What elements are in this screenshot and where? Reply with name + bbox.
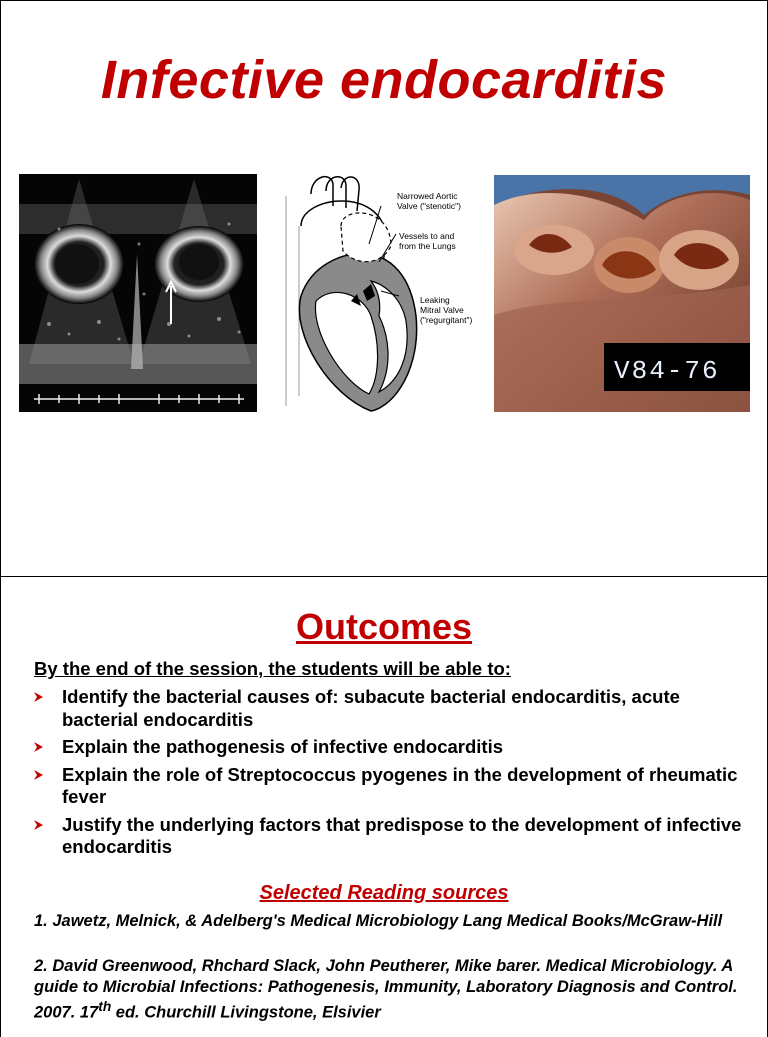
outcomes-list	[34, 686, 746, 864]
label-aortic-line1: Narrowed Aortic	[397, 191, 458, 201]
bullet-text: Explain the role of Streptococcus pyogenes in the development of rheumatic fever	[62, 763, 738, 807]
reference-2-superscript: th	[98, 999, 112, 1014]
reference-2	[34, 956, 746, 1023]
reference-2-text-end: ed. Churchill Livingstone, Elsivier	[111, 1003, 381, 1022]
echocardiogram-image	[19, 174, 257, 412]
label-vessels-line2: from the Lungs	[399, 241, 456, 251]
reading-sources-heading: Selected Reading sources	[259, 882, 509, 904]
heart-valve-diagram	[271, 166, 486, 414]
arrowhead-bullet-icon	[34, 692, 43, 702]
heart-valve-specimen-photo	[494, 175, 750, 412]
list-item	[34, 736, 746, 759]
outcomes-heading: Outcomes	[295, 606, 473, 647]
arrowhead-bullet-icon	[34, 770, 43, 780]
label-mitral-line1: Leaking	[420, 295, 450, 305]
label-aortic-line2: Valve ("stenotic")	[397, 201, 461, 211]
list-item	[34, 764, 746, 809]
label-mitral-line3: ("regurgitant")	[420, 315, 473, 325]
outcomes-intro: By the end of the session, the students will be able to:	[34, 658, 511, 679]
bullet-text: Justify the underlying factors that predispose to the development of infective endocarditis	[62, 813, 742, 857]
bullet-text: Identify the bacterial causes of: subacute bacterial endocarditis, acute bacterial endocarditis	[62, 686, 680, 730]
arrowhead-bullet-icon	[34, 820, 43, 830]
arrowhead-bullet-icon	[34, 742, 43, 752]
slide-title: Infective endocarditis	[100, 50, 668, 110]
reference-2-text: 2. David Greenwood, Rhchard Slack, John Peutherer, Mike barer. Medical Microbiology. A guide to Microbial Infections: Pathogenesis, Immunity, Laboratory Diagnosis and Control. 2007. 17	[34, 957, 738, 1022]
list-item	[34, 814, 746, 859]
bullet-text: Explain the pathogenesis of infective endocarditis	[62, 736, 504, 757]
specimen-tag-label: V84-76	[614, 356, 720, 386]
label-vessels-line1: Vessels to and	[399, 231, 455, 241]
list-item	[34, 686, 746, 731]
reference-1: 1. Jawetz, Melnick, & Adelberg's Medical Microbiology Lang Medical Books/McGraw-Hill	[34, 912, 723, 930]
label-mitral-line2: Mitral Valve	[420, 305, 464, 315]
